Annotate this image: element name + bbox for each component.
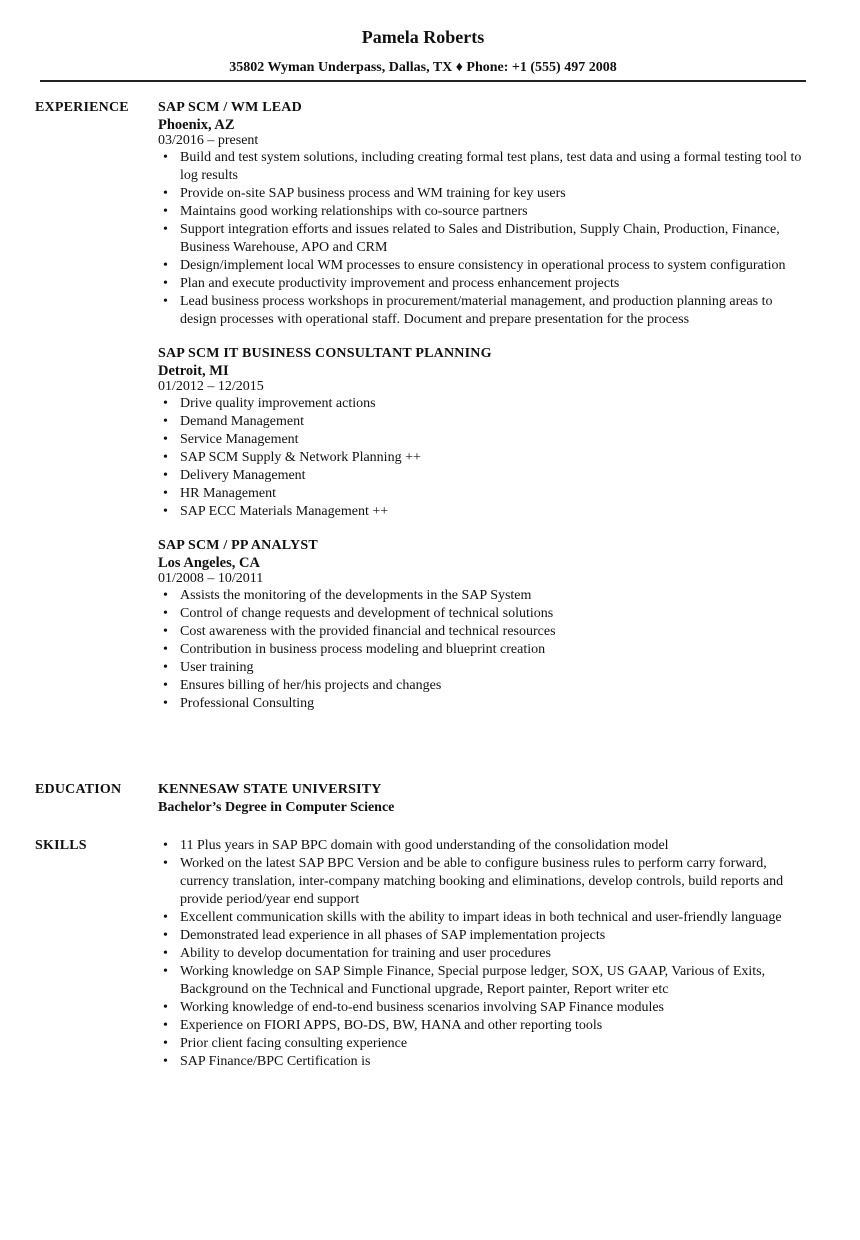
experience-list [158,99,808,729]
job-entry [158,537,808,713]
skills-list-container [158,837,808,1071]
job-entry [158,99,808,329]
bullet-item: • Delivery Management [180,467,808,485]
job-location: Detroit, MI [158,363,229,379]
header-divider [40,80,806,82]
bullet-item: • Provide on-site SAP business process and WM training for key users [180,185,808,203]
bullet-item: • Build and test system solutions, including creating formal test plans, test data and using a formal testing tool to log results [180,149,808,185]
skill-item: • 11 Plus years in SAP BPC domain with good understanding of the consolidation model [180,837,808,855]
bullet-item: • Cost awareness with the provided financial and technical resources [180,623,808,641]
skill-item: • Working knowledge of end-to-end business scenarios involving SAP Finance modules [180,999,808,1017]
bullet-item: • Drive quality improvement actions [180,395,808,413]
job-location: Los Angeles, CA [158,555,260,571]
bullet-item: • Plan and execute productivity improvement and process enhancement projects [180,275,808,293]
section-label-skills: SKILLS [35,838,87,853]
bullet-item: • SAP ECC Materials Management ++ [180,503,808,521]
job-location: Phoenix, AZ [158,117,235,133]
school-name: KENNESAW STATE UNIVERSITY [158,782,382,797]
skill-item: • Working knowledge on SAP Simple Finance, Special purpose ledger, SOX, US GAAP, Various of Exits, Background on the Technical and Functional upgrade, Report painter, Report writer etc [180,963,808,999]
job-dates: 03/2016 – present [158,133,259,148]
bullet-item: • Ensures billing of her/his projects and changes [180,677,808,695]
bullet-item: • Demand Management [180,413,808,431]
bullet-item: • Maintains good working relationships with co-source partners [180,203,808,221]
bullet-item: • Design/implement local WM processes to ensure consistency in operational process to system configuration [180,257,808,275]
bullet-item: • Lead business process workshops in procurement/material management, and production planning areas to design processes with operational staff. Document and prepare presentation for the process [180,293,808,329]
job-dates: 01/2012 – 12/2015 [158,379,264,394]
bullet-item: • Assists the monitoring of the developments in the SAP System [180,587,808,605]
skill-item: • SAP Finance/BPC Certification is [180,1053,808,1071]
degree: Bachelor’s Degree in Computer Science [158,800,395,815]
skill-item: • Prior client facing consulting experience [180,1035,808,1053]
candidate-name: Pamela Roberts [361,27,485,47]
job-title: SAP SCM / WM LEAD [158,100,302,115]
job-bullets [158,149,808,329]
bullet-item: • Professional Consulting [180,695,808,713]
skill-item: • Demonstrated lead experience in all phases of SAP implementation projects [180,927,808,945]
bullet-item: • HR Management [180,485,808,503]
contact-line: 35802 Wyman Underpass, Dallas, TX ♦ Phone: +1 (555) 497 2008 [229,60,617,75]
job-title: SAP SCM / PP ANALYST [158,538,318,553]
bullet-item: • SAP SCM Supply & Network Planning ++ [180,449,808,467]
education-entry [158,781,808,817]
job-dates: 01/2008 – 10/2011 [158,571,264,586]
skill-item: • Ability to develop documentation for training and user procedures [180,945,808,963]
skill-item: • Experience on FIORI APPS, BO-DS, BW, HANA and other reporting tools [180,1017,808,1035]
skill-item: • Excellent communication skills with the ability to impart ideas in both technical and user-friendly language [180,909,808,927]
job-entry [158,345,808,521]
bullet-item: • User training [180,659,808,677]
bullet-item: • Contribution in business process modeling and blueprint creation [180,641,808,659]
bullet-item: • Support integration efforts and issues related to Sales and Distribution, Supply Chain, Production, Finance, Business Warehouse, APO and CRM [180,221,808,257]
skills-list [158,837,808,1071]
skill-item: • Worked on the latest SAP BPC Version and be able to configure business rules to perform carry forward, currency translation, inter-company matching booking and eliminations, develop controls, build reports and provide period/year end support [180,855,808,909]
bullet-item: • Control of change requests and development of technical solutions [180,605,808,623]
job-bullets [158,587,808,713]
section-label-education: EDUCATION [35,782,122,797]
section-label-experience: EXPERIENCE [35,100,129,115]
bullet-item: • Service Management [180,431,808,449]
job-bullets [158,395,808,521]
job-title: SAP SCM IT BUSINESS CONSULTANT PLANNING [158,346,492,361]
resume-header [40,26,806,82]
